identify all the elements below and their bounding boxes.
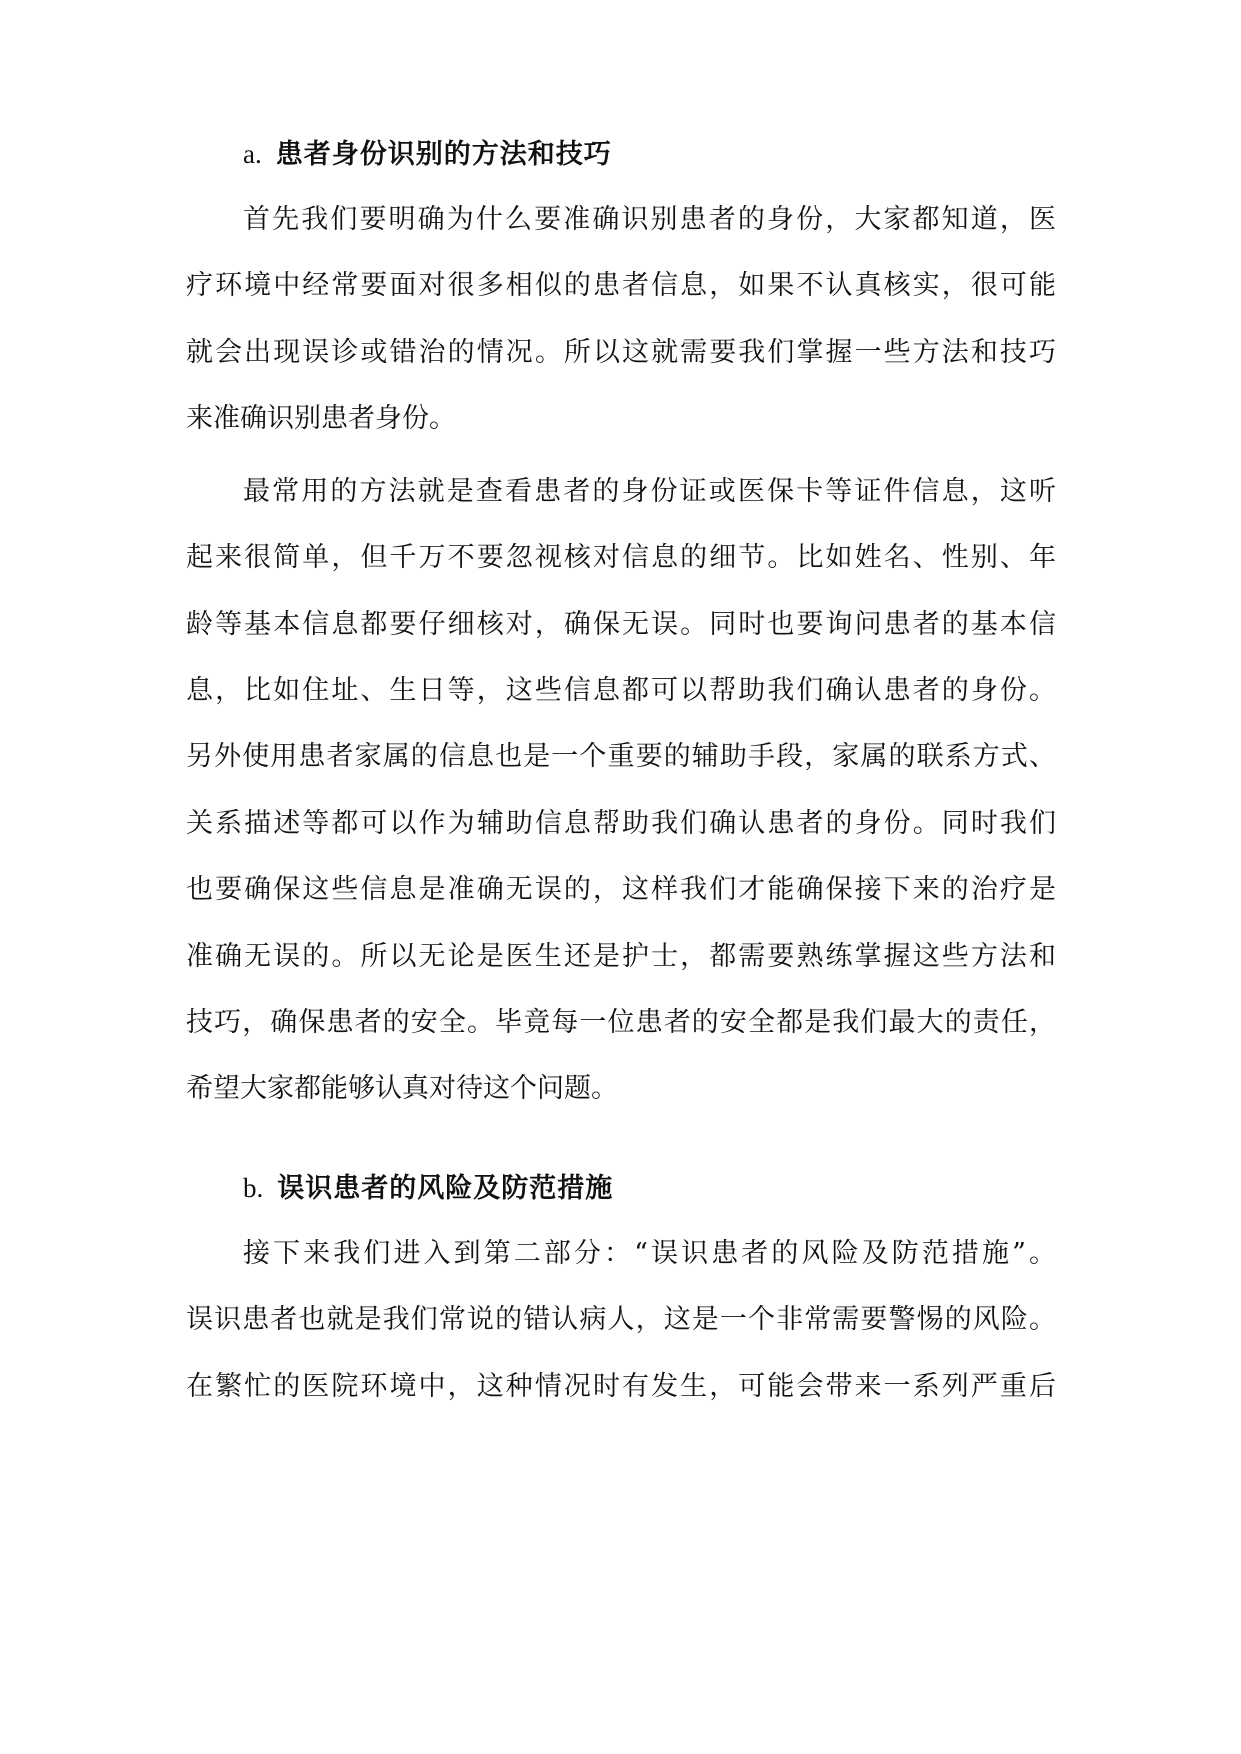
section-a-p2-line-2: 起来很简单，但千万不要忽视核对信息的细节。比如姓名、性别、年 bbox=[186, 542, 1056, 573]
section-a-p2-line-10: 希望大家都能够认真对待这个问题。 bbox=[186, 1073, 618, 1104]
section-b-p1-line-2: 误识患者也就是我们常说的错认病人，这是一个非常需要警惕的风险。 bbox=[186, 1304, 1056, 1335]
section-a-p2-line-3: 龄等基本信息都要仔细核对，确保无误。同时也要询问患者的基本信 bbox=[186, 609, 1056, 640]
section-a-p2-line-8: 准确无误的。所以无论是医生还是护士，都需要熟练掌握这些方法和 bbox=[186, 941, 1056, 972]
section-b-marker: b. bbox=[243, 1173, 264, 1203]
section-b-p1-line-3: 在繁忙的医院环境中，这种情况时有发生，可能会带来一系列严重后 bbox=[186, 1371, 1056, 1402]
section-a-p2-line-1: 最常用的方法就是查看患者的身份证或医保卡等证件信息，这听 bbox=[243, 476, 1056, 507]
section-a-p2-line-9: 技巧，确保患者的安全。毕竟每一位患者的安全都是我们最大的责任， bbox=[186, 1007, 1056, 1038]
section-a-p1-line-2: 疗环境中经常要面对很多相似的患者信息，如果不认真核实，很可能 bbox=[186, 270, 1056, 301]
section-a-p2-line-6: 关系描述等都可以作为辅助信息帮助我们确认患者的身份。同时我们 bbox=[186, 808, 1056, 839]
section-a-marker: a. bbox=[243, 139, 262, 169]
section-a-p1-line-4: 来准确识别患者身份。 bbox=[186, 403, 456, 434]
section-a-p2-line-4: 息，比如住址、生日等，这些信息都可以帮助我们确认患者的身份。 bbox=[186, 675, 1056, 706]
section-b-heading bbox=[243, 1168, 613, 1209]
section-b-title: 误识患者的风险及防范措施 bbox=[277, 1173, 614, 1204]
section-b-p1-line-1: 接下来我们进入到第二部分：“误识患者的风险及防范措施”。 bbox=[243, 1238, 1056, 1269]
section-a-heading bbox=[243, 134, 612, 175]
section-a-p1-line-3: 就会出现误诊或错治的情况。所以这就需要我们掌握一些方法和技巧 bbox=[186, 337, 1056, 368]
section-a-p2-line-5: 另外使用患者家属的信息也是一个重要的辅助手段，家属的联系方式、 bbox=[186, 741, 1056, 772]
section-a-p1-line-1: 首先我们要明确为什么要准确识别患者的身份，大家都知道，医 bbox=[243, 204, 1056, 235]
section-a-p2-line-7: 也要确保这些信息是准确无误的，这样我们才能确保接下来的治疗是 bbox=[186, 874, 1056, 905]
section-a-title: 患者身份识别的方法和技巧 bbox=[275, 139, 612, 170]
